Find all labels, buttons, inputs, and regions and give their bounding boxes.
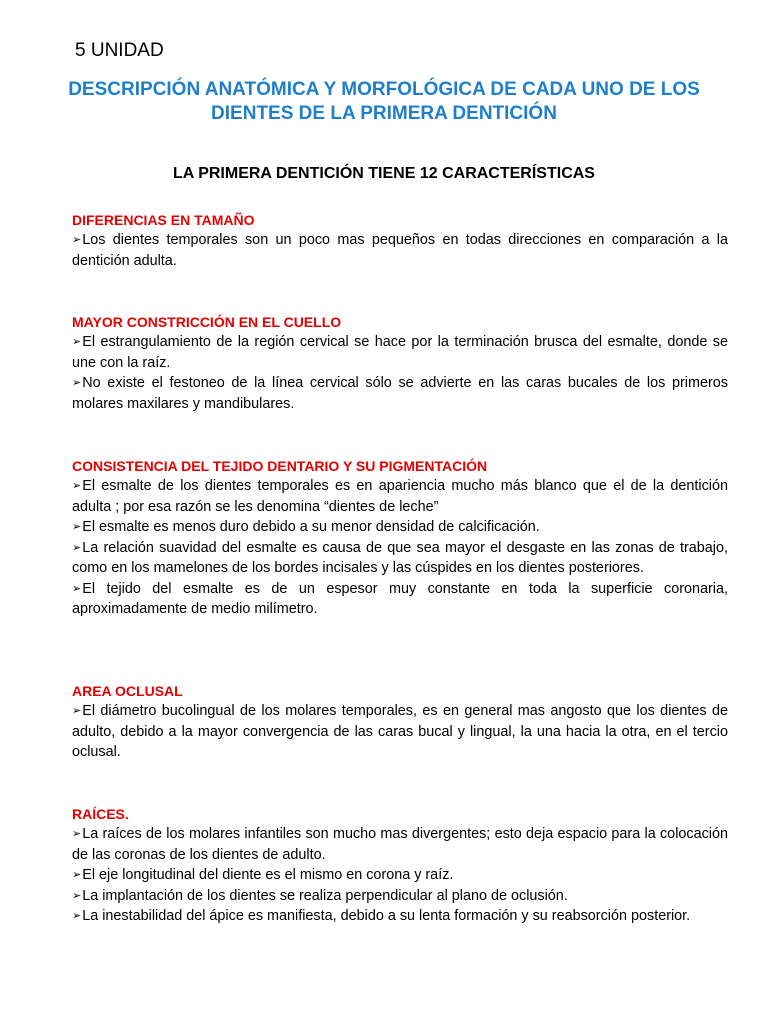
arrow-bullet-icon: ➢ [72,376,82,389]
arrow-bullet-icon: ➢ [72,581,82,595]
arrow-bullet-icon: ➢ [72,520,82,533]
arrow-bullet-icon: ➢ [72,888,82,902]
bullet-text: El eje longitudinal del diente es el mismo en corona y raíz. [82,867,454,883]
bullet-text: El diámetro bucolingual de los molares temporales, es en general mas angosto que los dientes de adulto, debido a la mayor convergencia de las caras bucal y lingual, la una hacia la otra, en el tercio oclusal. [72,703,728,760]
bullet-text: No existe el festoneo de la línea cervical sólo se advierte en las caras bucales de los primeros molares maxilares y mandibulares. [72,375,728,412]
bullet-item [72,579,728,620]
bullet-item [72,517,728,538]
unit-label: 5 UNIDAD [75,40,164,61]
arrow-bullet-icon: ➢ [72,233,82,246]
arrow-bullet-icon: ➢ [72,335,82,348]
arrow-bullet-icon: ➢ [72,479,82,492]
page-title: DESCRIPCIÓN ANATÓMICA Y MORFOLÓGICA DE CADA UNO DE LOS DIENTES DE LA PRIMERA DENTICIÓN [68,79,700,124]
bullet-item [72,538,728,579]
section-heading: MAYOR CONSTRICCIÓN EN EL CUELLO [72,314,342,330]
bullet-item [72,886,728,907]
bullet-text: El esmalte de los dientes temporales es en apariencia mucho más blanco que el de la dentición adulta ; por esa razón se les denomina “dientes de leche” [72,478,728,515]
section-heading: RAÍCES. [72,806,129,822]
bullet-item [72,701,728,763]
bullet-item [72,476,728,517]
bullet-text: La inestabilidad del ápice es manifiesta, debido a su lenta formación y su reabsorción posterior. [82,908,691,924]
section-heading: DIFERENCIAS EN TAMAÑO [72,212,255,228]
bullet-text: La relación suavidad del esmalte es causa de que sea mayor el desgaste en las zonas de trabajo, como en los mamelones de los bordes incisales y las cúspides en los dientes posteriores. [72,539,728,576]
bullet-item [72,332,728,373]
arrow-bullet-icon: ➢ [72,540,82,554]
bullet-text: El estrangulamiento de la región cervical se hace por la terminación brusca del esmalte, donde se une con la raíz. [72,334,728,371]
section-heading: CONSISTENCIA DEL TEJIDO DENTARIO Y SU PIGMENTACIÓN [72,458,488,474]
section-heading: AREA OCLUSAL [72,683,183,699]
bullet-text: La raíces de los molares infantiles son mucho mas divergentes; esto deja espacio para la colocación de las coronas de los dientes de adulto. [72,826,728,863]
arrow-bullet-icon: ➢ [72,868,82,881]
bullet-text: Los dientes temporales son un poco mas pequeños en todas direcciones en comparación a la dentición adulta. [72,232,728,269]
section-neck-constriction [72,313,728,414]
bullet-item [72,865,728,886]
section-tissue-consistency [72,457,728,620]
arrow-bullet-icon: ➢ [72,704,82,717]
section-size-differences [72,211,728,271]
arrow-bullet-icon: ➢ [72,827,82,840]
bullet-item [72,373,728,414]
arrow-bullet-icon: ➢ [72,909,82,922]
bullet-text: El tejido del esmalte es de un espesor muy constante en toda la superficie coronaria, aproximadamente de medio milímetro. [72,580,728,617]
bullet-text: La implantación de los dientes se realiza perpendicular al plano de oclusión. [82,887,568,904]
bullet-item [72,230,728,271]
bullet-item [72,906,728,927]
bullet-item [72,824,728,865]
page-subtitle: LA PRIMERA DENTICIÓN TIENE 12 CARACTERÍSTICAS [173,165,595,182]
bullet-text: El esmalte es menos duro debido a su menor densidad de calcificación. [82,519,540,535]
section-roots [72,805,728,927]
section-occlusal-area [72,682,728,763]
